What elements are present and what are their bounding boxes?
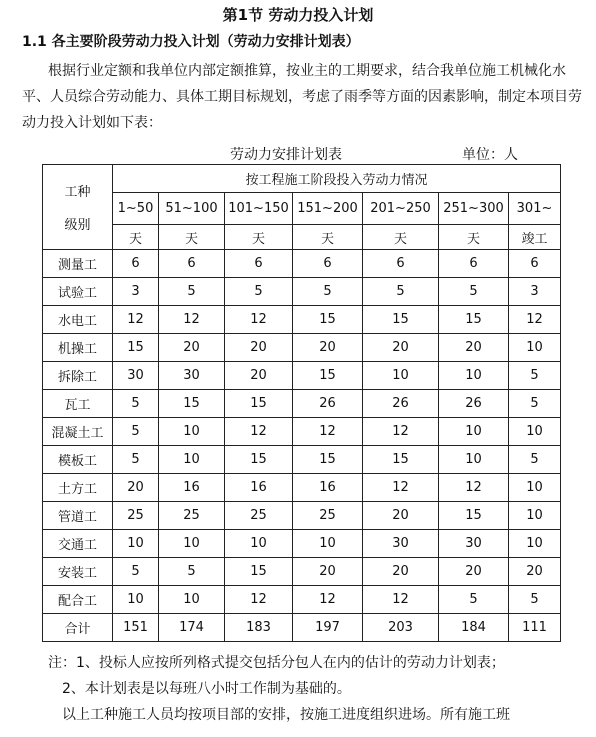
trade-name-cell: 试验工 [43,278,113,306]
trade-name-cell: 配合工 [43,586,113,614]
trade-name-cell: 安装工 [43,558,113,586]
labor-count-cell: 15 [159,390,225,418]
trade-name-cell: 合计 [43,614,113,642]
labor-count-cell: 10 [439,362,509,390]
labor-count-cell: 12 [159,306,225,334]
labor-count-cell: 20 [293,558,363,586]
labor-count-cell: 5 [363,278,439,306]
subsection-title: 1.1 各主要阶段劳动力投入计划（劳动力安排计划表） [22,34,360,50]
table-row [43,614,561,642]
table-row [43,390,561,418]
labor-count-cell: 20 [225,362,293,390]
labor-count-cell: 6 [113,250,159,278]
labor-count-cell: 6 [509,250,561,278]
labor-count-cell: 15 [293,362,363,390]
closing-text: 以上工种施工人员均按项目部的安排，按施工进度组织进场。所有施工班 [62,707,510,723]
labor-count-cell: 10 [509,334,561,362]
labor-count-cell: 5 [113,418,159,446]
period-header-unit: 天 [113,225,159,250]
trade-level-header [43,165,113,250]
labor-count-cell: 5 [159,278,225,306]
table-row [43,250,561,278]
period-header-range: 201~250 [363,193,439,225]
labor-count-cell: 12 [363,418,439,446]
labor-count-cell: 26 [293,390,363,418]
table-row [43,446,561,474]
labor-count-cell: 25 [225,502,293,530]
labor-count-cell: 30 [439,530,509,558]
labor-count-cell: 15 [225,558,293,586]
labor-count-cell: 10 [225,530,293,558]
labor-count-cell: 5 [113,390,159,418]
trade-name-cell: 机操工 [43,334,113,362]
labor-count-cell: 26 [363,390,439,418]
trade-name-cell: 瓦工 [43,390,113,418]
table-row [43,502,561,530]
period-header-range: 301~ [509,193,561,225]
labor-count-cell: 10 [439,418,509,446]
table-row [43,278,561,306]
labor-count-cell: 25 [293,502,363,530]
labor-count-cell: 10 [159,446,225,474]
labor-count-cell: 10 [293,530,363,558]
labor-count-cell: 183 [225,614,293,642]
table-caption: 劳动力安排计划表 [230,147,342,163]
trade-name-cell: 交通工 [43,530,113,558]
labor-count-cell: 5 [225,278,293,306]
labor-count-cell: 25 [159,502,225,530]
labor-count-cell: 6 [293,250,363,278]
labor-count-cell: 3 [509,278,561,306]
labor-count-cell: 197 [293,614,363,642]
labor-count-cell: 12 [439,474,509,502]
labor-count-cell: 5 [293,278,363,306]
labor-count-cell: 10 [509,418,561,446]
labor-count-cell: 12 [509,306,561,334]
labor-count-cell: 3 [113,278,159,306]
labor-count-cell: 12 [363,474,439,502]
labor-count-cell: 5 [159,558,225,586]
labor-count-cell: 10 [159,530,225,558]
labor-count-cell: 10 [509,502,561,530]
period-header-range: 251~300 [439,193,509,225]
labor-count-cell: 10 [159,418,225,446]
trade-header-line1: 工种 [64,185,91,200]
stage-group-header: 按工程施工阶段投入劳动力情况 [113,165,561,193]
table-row [43,474,561,502]
labor-count-cell: 12 [293,586,363,614]
labor-count-cell: 10 [439,446,509,474]
table-row [43,530,561,558]
period-header-unit: 天 [159,225,225,250]
labor-count-cell: 20 [363,334,439,362]
labor-count-cell: 10 [509,474,561,502]
labor-count-cell: 15 [113,334,159,362]
trade-name-cell: 水电工 [43,306,113,334]
labor-count-cell: 20 [439,334,509,362]
labor-count-cell: 20 [225,334,293,362]
labor-count-cell: 151 [113,614,159,642]
labor-count-cell: 6 [363,250,439,278]
labor-count-cell: 30 [159,362,225,390]
labor-count-cell: 184 [439,614,509,642]
intro-paragraph: 根据行业定额和我单位内部定额推算，按业主的工期要求，结合我单位施工机械化水平、人员综合劳动能力、具体工期目标规划，考虑了雨季等方面的因素影响，制定本项目劳动力投入计划如下表： [22,63,582,131]
labor-count-cell: 12 [225,418,293,446]
trade-name-cell: 混凝土工 [43,418,113,446]
period-header-unit: 竣工 [509,225,561,250]
trade-name-cell: 测量工 [43,250,113,278]
labor-count-cell: 5 [509,446,561,474]
period-header-range: 151~200 [293,193,363,225]
labor-count-cell: 26 [439,390,509,418]
labor-count-cell: 12 [363,586,439,614]
labor-count-cell: 10 [159,586,225,614]
labor-count-cell: 15 [293,446,363,474]
labor-count-cell: 15 [363,446,439,474]
labor-count-cell: 12 [293,418,363,446]
labor-count-cell: 16 [159,474,225,502]
labor-count-cell: 20 [293,334,363,362]
table-row [43,362,561,390]
labor-count-cell: 12 [225,586,293,614]
labor-count-cell: 16 [293,474,363,502]
labor-count-cell: 10 [113,586,159,614]
labor-count-cell: 15 [225,446,293,474]
labor-count-cell: 30 [113,362,159,390]
note-1: 注：1、投标人应按所列格式提交包括分包人在内的估计的劳动力计划表； [48,655,505,671]
labor-count-cell: 15 [439,306,509,334]
labor-count-cell: 20 [363,502,439,530]
table-row [43,558,561,586]
labor-count-cell: 20 [509,558,561,586]
labor-count-cell: 10 [113,530,159,558]
labor-count-cell: 6 [225,250,293,278]
labor-count-cell: 16 [225,474,293,502]
trade-name-cell: 拆除工 [43,362,113,390]
table-row [43,306,561,334]
period-header-unit: 天 [439,225,509,250]
labor-count-cell: 174 [159,614,225,642]
labor-count-cell: 10 [509,530,561,558]
labor-count-cell: 12 [113,306,159,334]
period-header-range: 1~50 [113,193,159,225]
labor-count-cell: 6 [439,250,509,278]
labor-count-cell: 5 [509,362,561,390]
labor-count-cell: 111 [509,614,561,642]
table-row [43,418,561,446]
labor-count-cell: 5 [509,390,561,418]
labor-count-cell: 15 [225,390,293,418]
table-row [43,334,561,362]
table-row [43,586,561,614]
labor-count-cell: 5 [113,558,159,586]
section-title: 第1节 劳动力投入计划 [222,6,374,24]
note-2: 2、本计划表是以每班八小时工作制为基础的。 [62,681,351,697]
trade-name-cell: 模板工 [43,446,113,474]
labor-count-cell: 20 [159,334,225,362]
unit-label: 单位：人 [462,147,518,163]
labor-count-cell: 6 [159,250,225,278]
labor-count-cell: 15 [363,306,439,334]
labor-count-cell: 15 [439,502,509,530]
period-header-unit: 天 [225,225,293,250]
labor-plan-table [42,164,561,642]
labor-count-cell: 20 [439,558,509,586]
period-header-range: 101~150 [225,193,293,225]
labor-count-cell: 20 [363,558,439,586]
period-header-unit: 天 [293,225,363,250]
period-header-range: 51~100 [159,193,225,225]
trade-name-cell: 土方工 [43,474,113,502]
labor-count-cell: 30 [363,530,439,558]
labor-count-cell: 25 [113,502,159,530]
trade-name-cell: 管道工 [43,502,113,530]
labor-count-cell: 5 [509,586,561,614]
labor-count-cell: 10 [363,362,439,390]
labor-count-cell: 5 [439,586,509,614]
labor-count-cell: 12 [225,306,293,334]
labor-count-cell: 5 [439,278,509,306]
labor-count-cell: 15 [293,306,363,334]
period-header-unit: 天 [363,225,439,250]
labor-count-cell: 203 [363,614,439,642]
labor-count-cell: 5 [113,446,159,474]
trade-header-line2: 级别 [64,218,91,233]
labor-count-cell: 20 [113,474,159,502]
